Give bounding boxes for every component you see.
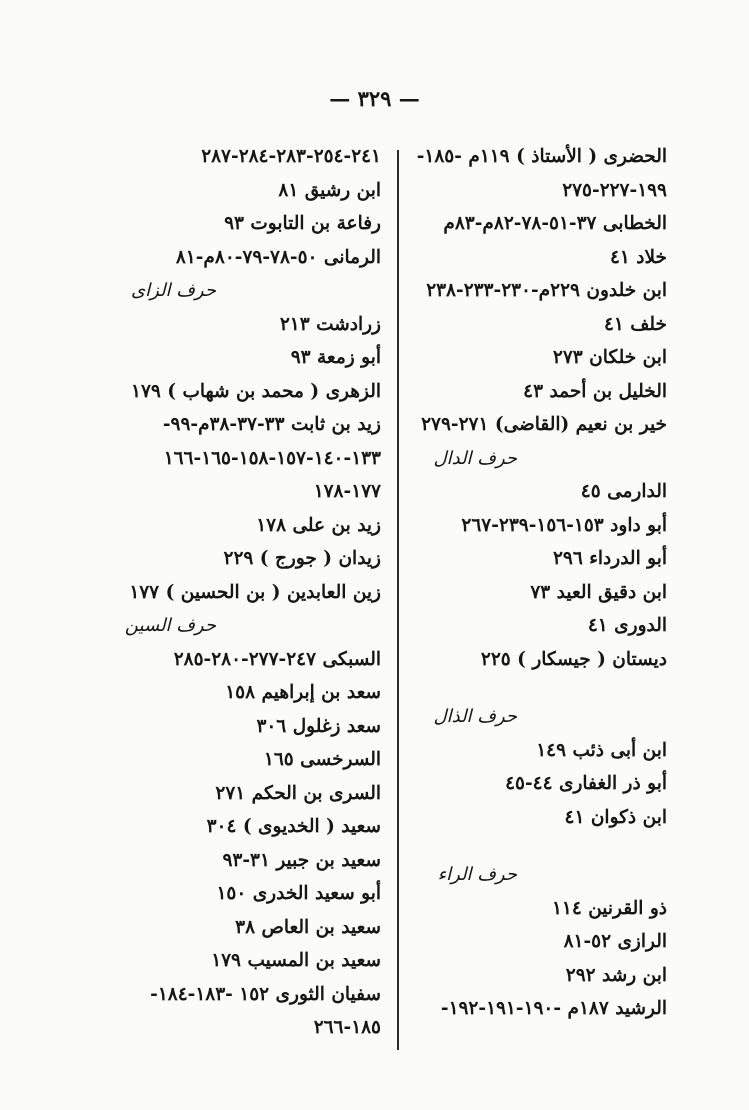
index-entry: السرى بن الحكم ٢٧١ xyxy=(215,782,381,804)
index-entry: الرمانى ٥٠-٧٨-٧٩-٨٠م-٨١ xyxy=(175,246,381,268)
index-entry: ابن رشيق ٨١ xyxy=(278,179,381,201)
index-entry: زين العابدين ( بن الحسين ) ١٧٧ xyxy=(129,581,381,603)
index-entry: الدارمى ٤٥ xyxy=(580,481,667,502)
spacer xyxy=(367,834,667,858)
index-entry: أبو زمعة ٩٣ xyxy=(290,347,381,368)
index-entry: ابن ذكوان ٤١ xyxy=(564,806,667,828)
right-column xyxy=(367,140,667,1026)
index-entry: الرشيد ١٨٧م -١٩٠-١٩١-١٩٢- xyxy=(440,998,667,1019)
index-entry: سعيد بن العاص ٣٨ xyxy=(235,916,381,938)
index-entry: خلف ٤١ xyxy=(603,313,667,335)
index-entry: رفاعة بن التابوت ٩٣ xyxy=(224,213,381,234)
index-entry: سفيان الثورى ١٥٢ -١٨٣-١٨٤- xyxy=(150,983,381,1005)
index-entry: ١٨٥-٢٦٦ xyxy=(313,1017,381,1038)
index-entry: الحضرى ( الأستاذ ) ١١٩م -١٨٥- xyxy=(416,146,667,167)
index-entry: السرخسى ١٦٥ xyxy=(263,749,381,770)
section-heading: حرف الدال xyxy=(433,447,517,469)
spacer xyxy=(367,676,667,700)
section-heading: حرف الراء xyxy=(437,864,517,885)
index-entry: الزهرى ( محمد بن شهاب ) ١٧٩ xyxy=(131,380,381,402)
index-entry: خلاد ٤١ xyxy=(609,246,667,268)
index-entry: سعيد بن جبير ٣١-٩٣ xyxy=(222,849,381,871)
index-entry: ١٩٩-٢٢٧-٢٧٥ xyxy=(562,179,667,201)
index-entry: زيدان ( جورج ) ٢٢٩ xyxy=(223,548,381,569)
index-entry: السبكى ٢٤٧-٢٧٧-٢٨٠-٢٨٥ xyxy=(173,648,381,670)
index-entry: سعيد ( الخديوى ) ٣٠٤ xyxy=(206,816,381,837)
section-heading: حرف السين xyxy=(124,615,216,636)
index-entry: ١٧٧-١٧٨ xyxy=(313,481,381,502)
index-entry: أبو ذر الغفارى ٤٤-٤٥ xyxy=(505,773,667,794)
index-entry: سعد زغلول ٣٠٦ xyxy=(256,715,381,737)
index-entry: أبو سعيد الخدرى ١٥٠ xyxy=(216,883,381,904)
page-number: — ٣٢٩ — xyxy=(329,86,420,111)
section-heading: حرف الذال xyxy=(433,706,517,727)
index-entry: ابن خلكان ٢٧٣ xyxy=(552,347,667,368)
index-entry: الرازى ٥٢-٨١ xyxy=(563,931,667,952)
index-entry: أبو داود ١٥٣-١٥٦-٢٣٩-٢٦٧ xyxy=(461,514,667,536)
section-heading: حرف الزاى xyxy=(131,280,216,301)
index-entry: ابن دقيق العيد ٧٣ xyxy=(530,581,667,603)
index-entry: زيد بن على ١٧٨ xyxy=(256,514,381,536)
index-entry: سعد بن إبراهيم ١٥٨ xyxy=(225,682,381,703)
left-column xyxy=(124,140,381,1045)
index-entry: زرادشت ٢١٣ xyxy=(279,313,381,335)
index-entry: ذو القرنين ١١٤ xyxy=(551,897,667,919)
index-entry: الدورى ٤١ xyxy=(587,615,667,636)
index-entry: زيد بن ثابت ٣٣-٣٧-٣٨م-٩٩- xyxy=(162,414,381,435)
index-entry: ١٣٣-١٤٠-١٥٧-١٥٨-١٦٥-١٦٦ xyxy=(163,447,381,469)
index-entry: الخطابى ٣٧-٥١-٧٨-٨٢م-٨٣م xyxy=(443,213,667,234)
index-entry: الخليل بن أحمد ٤٣ xyxy=(523,380,667,402)
index-entry: ٢٤١-٢٥٤-٢٨٣-٢٨٤-٢٨٧ xyxy=(201,146,381,167)
index-entry: ديستان ( جيسكار ) ٢٢٥ xyxy=(480,648,667,670)
index-entry: سعيد بن المسيب ١٧٩ xyxy=(211,950,381,971)
index-entry: ابن خلدون ٢٢٩م-٢٣٠-٢٣٣-٢٣٨ xyxy=(426,280,667,301)
index-entry: خير بن نعيم (القاضى) ٢٧١-٢٧٩ xyxy=(421,414,667,435)
index-entry: أبو الدرداء ٢٩٦ xyxy=(552,548,667,569)
index-entry: ابن أبى ذئب ١٤٩ xyxy=(536,739,667,761)
index-entry: ابن رشد ٢٩٢ xyxy=(565,964,667,986)
